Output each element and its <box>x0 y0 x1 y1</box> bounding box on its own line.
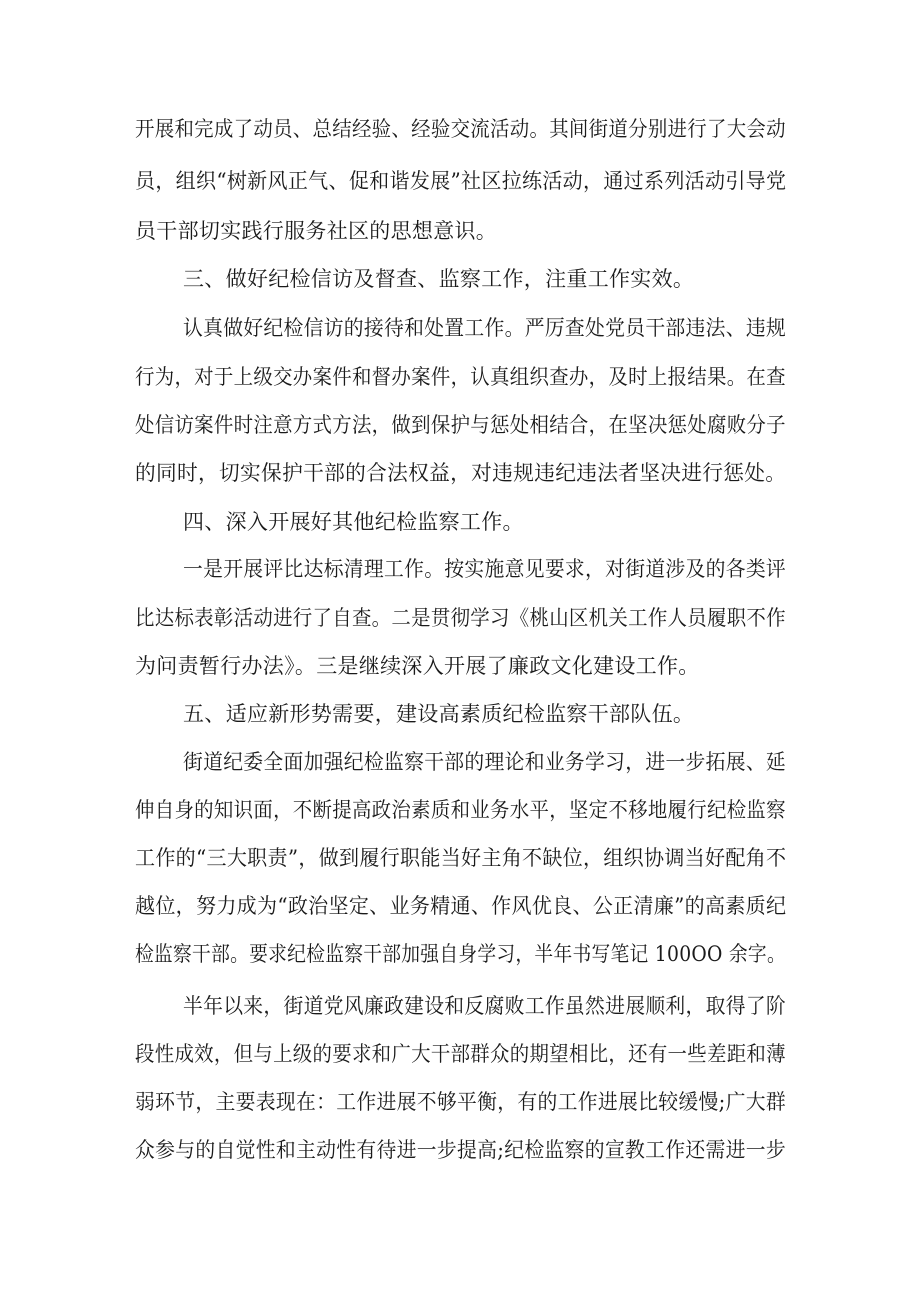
text-line: 伸自身的知识面，不断提高政治素质和业务水平，坚定不移地履行纪检监察 <box>135 798 786 822</box>
text-line: 认真做好纪检信访的接待和处置工作。严厉查处党员干部违法、违规 <box>183 316 787 340</box>
text-line: 员，组织“树新风正气、促和谐发展”社区拉练活动，通过系列活动引导党 <box>135 169 787 193</box>
text-line: 比达标表彰活动进行了自查。二是贯彻学习《桃山区机关工作人员履职不作 <box>135 606 786 630</box>
text-line: 的同时，切实保护干部的合法权益，对违规违纪违法者坚决进行惩处。 <box>135 461 787 485</box>
text-line: 半年以来，街道党风廉政建设和反腐败工作虽然进展顺利，取得了阶 <box>183 994 787 1018</box>
text-line: 为问责暂行办法》。三是继续深入开展了廉政文化建设工作。 <box>135 654 700 678</box>
text-line: 弱环节，主要表现在：工作进展不够平衡，有的工作进展比较缓慢;广大群 <box>135 1090 786 1114</box>
text-line: 开展和完成了动员、总结经验、经验交流活动。其间街道分别进行了大会动 <box>135 117 786 141</box>
text-line: 众参与的自觉性和主动性有待进一步提高;纪检监察的宣教工作还需进一步 <box>135 1138 786 1162</box>
text-line: 段性成效，但与上级的要求和广大干部群众的期望相比，还有一些差距和薄 <box>135 1042 786 1066</box>
text-line: 越位，努力成为“政治坚定、业务精通、作风优良、公正清廉”的高素质纪 <box>135 894 787 918</box>
text-line: 工作的“三大职责”，做到履行职能当好主角不缺位，组织协调当好配角不 <box>135 846 787 870</box>
text-line: 处信访案件时注意方式方法，做到保护与惩处相结合，在坚决惩处腐败分子 <box>135 413 786 437</box>
text-line: 一是开展评比达标清理工作。按实施意见要求，对街道涉及的各类评 <box>183 557 787 581</box>
text-line: 行为，对于上级交办案件和督办案件，认真组织查办，及时上报结果。在查 <box>135 365 786 389</box>
section-heading: 五、适应新形势需要，建设高素质纪检监察干部队伍。 <box>183 702 695 726</box>
section-heading: 三、做好纪检信访及督查、监察工作，注重工作实效。 <box>183 267 695 291</box>
text-line: 检监察干部。要求纪检监察干部加强自身学习，半年书写笔记 100OO 余字。 <box>135 942 786 966</box>
text-line: 员干部切实践行服务社区的思想意识。 <box>135 219 498 243</box>
text-line: 街道纪委全面加强纪检监察干部的理论和业务学习，进一步拓展、延 <box>183 750 787 774</box>
section-heading: 四、深入开展好其他纪检监察工作。 <box>183 510 524 534</box>
